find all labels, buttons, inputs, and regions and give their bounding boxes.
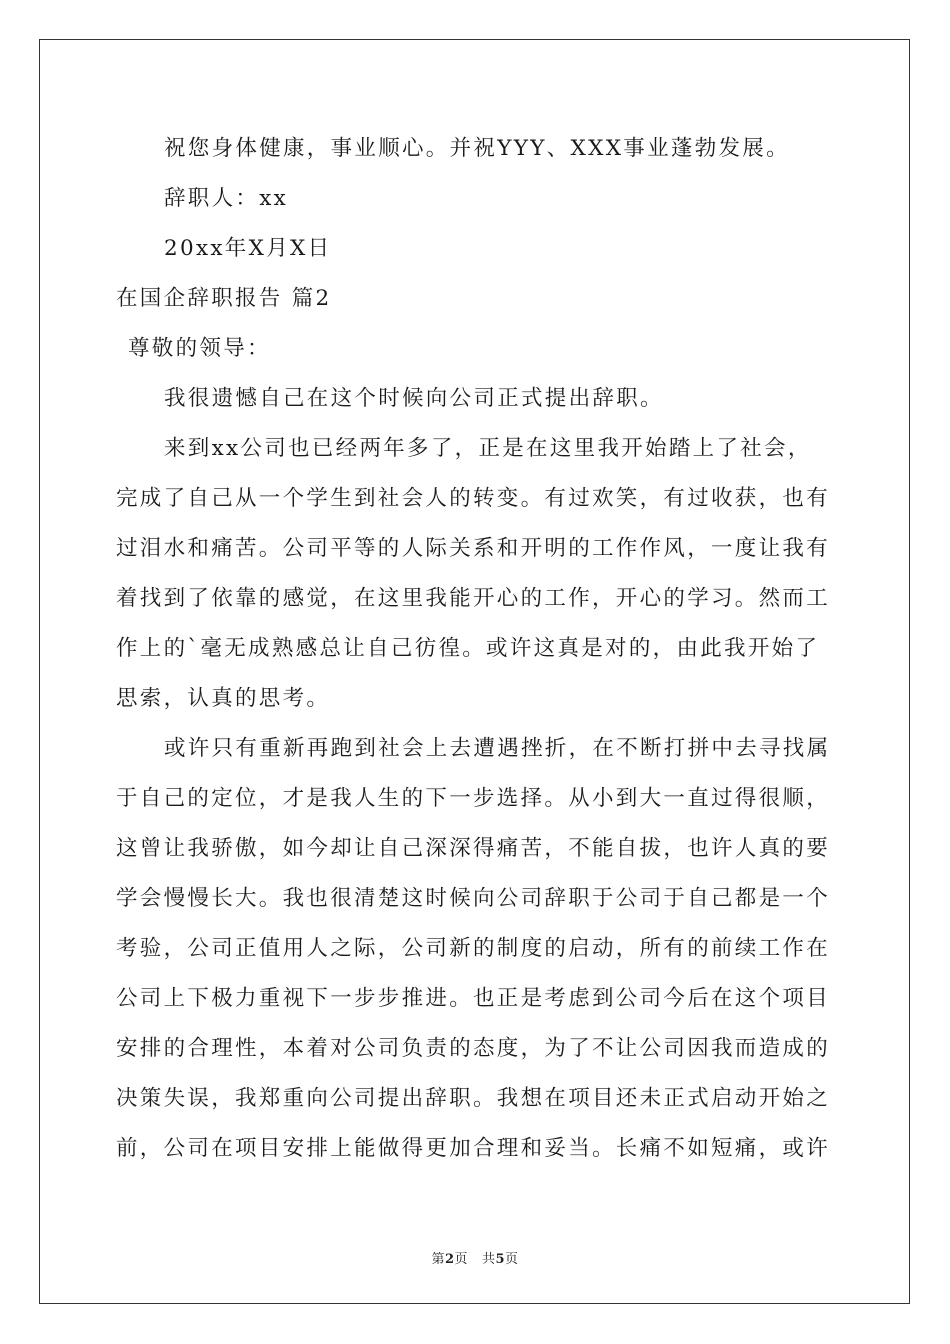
paragraph-2-line: 完成了自己从一个学生到社会人的转变。有过欢笑，有过收获，也有	[116, 486, 831, 511]
page-total: 5	[495, 1252, 506, 1267]
paragraph-1: 我很遗憾自己在这个时候向公司正式提出辞职。	[164, 386, 664, 411]
paragraph-2-line: 过泪水和痛苦。公司平等的人际关系和开明的工作作风，一度让我有	[116, 536, 831, 561]
section-title: 在国企辞职报告 篇2	[116, 286, 332, 311]
paragraph-3-line: 决策失误，我郑重向公司提出辞职。我想在项目还未正式启动开始之	[116, 1086, 831, 1111]
paragraph-2-line: 来到xx公司也已经两年多了，正是在这里我开始踏上了社会，	[164, 436, 812, 461]
paragraph-3-line: 公司上下极力重视下一步步推进。也正是考虑到公司今后在这个项目	[116, 986, 831, 1011]
paragraph-2-line: 作上的`毫无成熟感总让自己彷徨。或许这真是对的，由此我开始了	[116, 636, 820, 661]
closing-signature: 辞职人：xx	[164, 186, 289, 211]
paragraph-3-line: 或许只有重新再跑到社会上去遭遇挫折，在不断打拼中去寻找属	[164, 736, 831, 761]
total-prefix: 共	[481, 1252, 496, 1267]
paragraph-3-line: 这曾让我骄傲，如今却让自己深深得痛苦，不能自拔，也许人真的要	[116, 836, 831, 861]
paragraph-3-line: 前，公司在项目安排上能做得更加合理和妥当。长痛不如短痛，或许	[116, 1136, 831, 1161]
paragraph-3-line: 学会慢慢长大。我也很清楚这时候向公司辞职于公司于自己都是一个	[116, 886, 831, 911]
paragraph-3-line: 考验，公司正值用人之际，公司新的制度的启动，所有的前续工作在	[116, 936, 831, 961]
page-suffix: 页	[454, 1252, 469, 1267]
paragraph-2-line: 着找到了依靠的感觉，在这里我能开心的工作，开心的学习。然而工	[116, 586, 831, 611]
total-suffix: 页	[505, 1252, 519, 1267]
page-footer	[0, 1248, 950, 1267]
paragraph-3-line: 于自己的定位，才是我人生的下一步选择。从小到大一直过得很顺，	[116, 786, 831, 811]
paragraph-2-line: 思索，认真的思考。	[116, 686, 331, 711]
paragraph-3-line: 安排的合理性，本着对公司负责的态度，为了不让公司因我而造成的	[116, 1036, 831, 1061]
closing-wish: 祝您身体健康，事业顺心。并祝YYY、XXX事业蓬勃发展。	[164, 136, 790, 161]
page-border	[39, 39, 910, 1304]
page-current: 2	[444, 1252, 455, 1267]
salutation: 尊敬的领导：	[128, 336, 271, 361]
page-prefix: 第	[431, 1252, 445, 1267]
closing-date: 20xx年X月X日	[164, 236, 332, 261]
